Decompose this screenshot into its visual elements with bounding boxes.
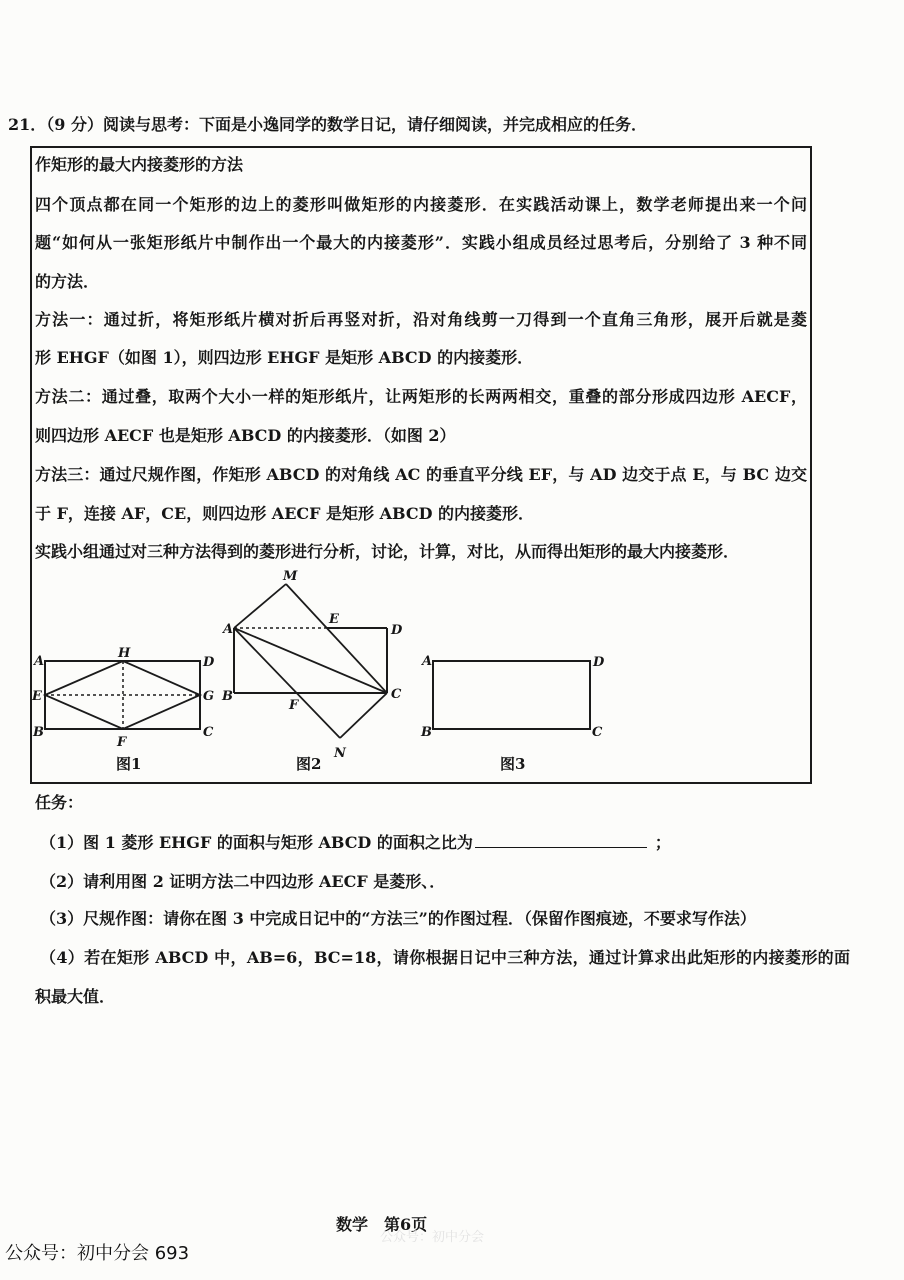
fig1-label-a: A [34,654,45,669]
account-caption: 公众号：初中分会 693 [5,1243,190,1264]
diary-line: 方法二：通过叠，取两个大小一样的矩形纸片，让两矩形的长两两相交，重叠的部分形成四边形 AECF， [35,387,807,406]
fig2-label-c: C [391,687,402,702]
fig3-label-d: D [593,655,605,670]
diary-line: 方法三：通过尺规作图，作矩形 ABCD 的对角线 AC 的垂直平分线 EF，与 AD 边交于点 E，与 BC 边交 [35,465,807,484]
question-header: 21．（9 分）阅读与思考：下面是小逸同学的数学日记，请仔细阅读，并完成相应的任务． [8,115,647,134]
tasks-title: 任务： [35,793,84,812]
fig1-label-h: H [118,646,131,661]
fig2-label-a: A [223,622,234,637]
fig1-rectangle-abcd [45,661,200,729]
fig1-rhombus-ehgf [45,661,200,729]
task-4-continuation: 积最大值． [35,987,116,1006]
diary-line: 形 EHGF（如图 1），则四边形 EHGF 是矩形 ABCD 的内接菱形． [35,348,534,367]
task-1 [40,832,671,854]
diary-line: 四个顶点都在同一个矩形的边上的菱形叫做矩形的内接菱形．在实践活动课上，数学老师提出来一个问 [35,195,807,214]
task-1-text: （1）图 1 菱形 EHGF 的面积与矩形 ABCD 的面积之比为 [40,833,473,852]
diary-line: 的方法． [35,272,100,291]
fig2-label-b: B [222,689,233,704]
fig2-caption: 图2 [296,755,322,773]
task-3: （3）尺规作图：请你在图 3 中完成日记中的“方法三”的作图过程．（保留作图痕迹，不要求写作法） [40,909,756,928]
fig2-label-e: E [329,612,339,627]
watermark: 公众号：初中分会 [380,1230,485,1245]
fig3-label-a: A [422,654,433,669]
figure-1 [32,646,215,773]
fig2-label-n: N [334,746,346,761]
fig2-label-m: M [283,569,298,584]
fig2-line-cn [340,693,387,738]
diary-line: 则四边形 AECF 也是矩形 ABCD 的内接菱形．（如图 2） [35,426,456,445]
diary-line: 于 F，连接 AF，CE，则四边形 AECF 是矩形 ABCD 的内接菱形． [35,504,535,523]
task-4: （4）若在矩形 ABCD 中，AB=6，BC=18，请你根据日记中三种方法，通过计算求出此矩形的内接菱形的面 [40,948,850,967]
fig1-label-c: C [203,725,214,740]
fig2-line-am [234,584,286,628]
figure-2 [221,569,403,773]
task-1-suffix: ； [654,833,671,852]
fig2-line-mc [286,584,387,693]
fig2-label-f: F [289,698,299,713]
figures [32,560,810,780]
diary-line: 方法一：通过折，将矩形纸片横对折后再竖对折，沿对角线剪一刀得到一个直角三角形，展开后就是菱 [35,310,807,329]
fig1-label-e: E [32,689,42,704]
diary-title: 作矩形的最大内接菱形的方法 [35,155,244,174]
fig3-label-b: B [421,725,432,740]
fig2-line-na [234,628,340,738]
fig2-diagonal-ac [234,628,387,693]
fig2-label-d: D [391,623,403,638]
fig1-label-f: F [117,735,127,750]
fig1-caption: 图1 [116,755,142,773]
answer-blank [475,833,647,848]
fig1-label-d: D [203,655,215,670]
fig1-label-g: G [203,689,215,704]
task-2: （2）请利用图 2 证明方法二中四边形 AECF 是菱形、． [40,872,446,891]
diary-line: 实践小组通过对三种方法得到的菱形进行分析，讨论，计算，对比，从而得出矩形的最大内接菱形． [35,542,740,561]
figure-3 [420,654,605,773]
diary-line: 题“如何从一张矩形纸片中制作出一个最大的内接菱形”．实践小组成员经过思考后，分别给了 3 种不同 [35,233,807,252]
fig3-caption: 图3 [500,755,526,773]
fig3-rectangle-abcd [433,661,590,729]
fig3-label-c: C [592,725,603,740]
fig1-label-b: B [33,725,44,740]
page-footer: 数学 第6页 [336,1215,428,1234]
